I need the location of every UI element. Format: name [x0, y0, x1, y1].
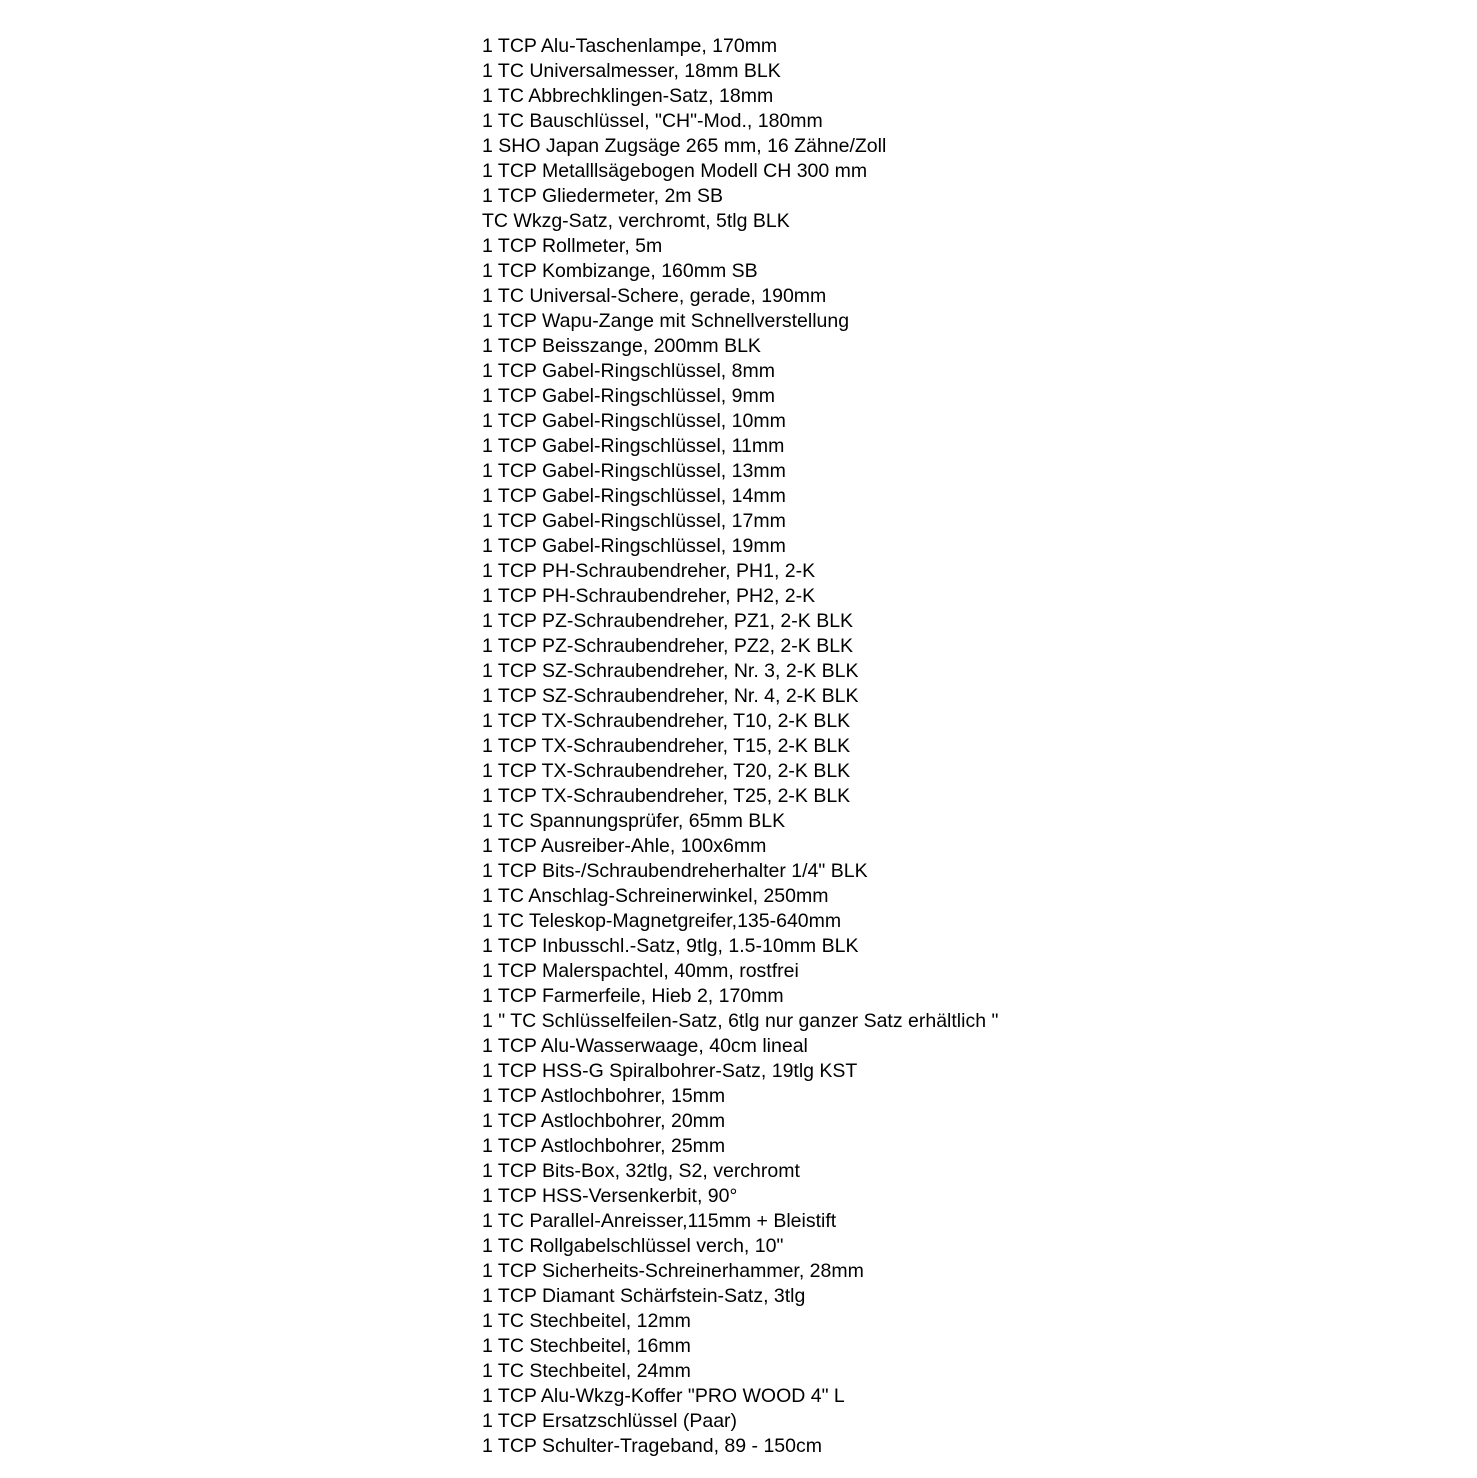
list-item: 1 TCP Sicherheits-Schreinerhammer, 28mm	[482, 1260, 864, 1282]
list-item: 1 TC Anschlag-Schreinerwinkel, 250mm	[482, 885, 829, 907]
list-item: 1 TCP Wapu-Zange mit Schnellverstellung	[482, 310, 850, 332]
list-item: 1 TCP Gabel-Ringschlüssel, 13mm	[482, 460, 786, 482]
list-item: 1 TCP PH-Schraubendreher, PH1, 2-K	[482, 560, 816, 582]
list-item: 1 TCP TX-Schraubendreher, T25, 2-K BLK	[482, 785, 851, 807]
list-item: 1 TCP TX-Schraubendreher, T20, 2-K BLK	[482, 760, 851, 782]
list-item: 1 TCP Astlochbohrer, 15mm	[482, 1085, 726, 1107]
list-item: 1 TC Bauschlüssel, "CH"-Mod., 180mm	[482, 110, 823, 132]
list-item: 1 TCP Gabel-Ringschlüssel, 19mm	[482, 535, 786, 557]
list-item: 1 TCP Gabel-Ringschlüssel, 8mm	[482, 360, 775, 382]
list-item: 1 TCP Bits-/Schraubendreherhalter 1/4" BLK	[482, 860, 868, 882]
list-item: 1 TCP Gliedermeter, 2m SB	[482, 185, 723, 207]
list-item: 1 TCP Gabel-Ringschlüssel, 14mm	[482, 485, 786, 507]
list-item: 1 TCP Gabel-Ringschlüssel, 11mm	[482, 435, 785, 457]
list-item: 1 TCP HSS-G Spiralbohrer-Satz, 19tlg KST	[482, 1060, 858, 1082]
list-item: 1 TCP PH-Schraubendreher, PH2, 2-K	[482, 585, 816, 607]
list-item: 1 TCP Metalllsägebogen Modell CH 300 mm	[482, 160, 868, 182]
list-item: 1 TCP Schulter-Trageband, 89 - 150cm	[482, 1435, 822, 1457]
list-item: 1 TCP Astlochbohrer, 20mm	[482, 1110, 726, 1132]
list-item: 1 TCP Alu-Taschenlampe, 170mm	[482, 35, 778, 57]
list-item: 1 TCP Ausreiber-Ahle, 100x6mm	[482, 835, 767, 857]
items-list	[482, 34, 998, 1459]
list-item: 1 TCP Malerspachtel, 40mm, rostfrei	[482, 960, 799, 982]
list-item: 1 SHO Japan Zugsäge 265 mm, 16 Zähne/Zoll	[482, 135, 887, 157]
list-item: 1 TC Universal-Schere, gerade, 190mm	[482, 285, 827, 307]
list-item: TC Wkzg-Satz, verchromt, 5tlg BLK	[482, 210, 790, 232]
list-item: 1 TCP Rollmeter, 5m	[482, 235, 663, 257]
list-item: 1 TC Spannungsprüfer, 65mm BLK	[482, 810, 786, 832]
list-item: 1 TCP Alu-Wasserwaage, 40cm lineal	[482, 1035, 808, 1057]
list-item: 1 TCP Farmerfeile, Hieb 2, 170mm	[482, 985, 784, 1007]
list-item: 1 TCP Astlochbohrer, 25mm	[482, 1135, 726, 1157]
list-item: 1 TC Universalmesser, 18mm BLK	[482, 60, 781, 82]
list-item: 1 TCP TX-Schraubendreher, T10, 2-K BLK	[482, 710, 851, 732]
list-item: 1 TCP Gabel-Ringschlüssel, 17mm	[482, 510, 786, 532]
list-item: 1 TC Stechbeitel, 24mm	[482, 1360, 691, 1382]
list-item: 1 TC Parallel-Anreisser,115mm + Bleistift	[482, 1210, 837, 1232]
list-item: 1 TC Abbrechklingen-Satz, 18mm	[482, 85, 774, 107]
list-item: 1 TCP Bits-Box, 32tlg, S2, verchromt	[482, 1160, 800, 1182]
list-item: 1 TC Stechbeitel, 12mm	[482, 1310, 691, 1332]
list-item: 1 TCP Ersatzschlüssel (Paar)	[482, 1410, 738, 1432]
list-item: 1 TCP Alu-Wkzg-Koffer "PRO WOOD 4" L	[482, 1385, 845, 1407]
list-item: 1 TCP PZ-Schraubendreher, PZ2, 2-K BLK	[482, 635, 854, 657]
list-item: 1 " TC Schlüsselfeilen-Satz, 6tlg nur ganzer Satz erhältlich "	[482, 1010, 999, 1032]
list-item: 1 TC Teleskop-Magnetgreifer,135-640mm	[482, 910, 842, 932]
list-item: 1 TCP Inbusschl.-Satz, 9tlg, 1.5-10mm BLK	[482, 935, 859, 957]
list-item: 1 TCP SZ-Schraubendreher, Nr. 4, 2-K BLK	[482, 685, 859, 707]
list-item: 1 TCP SZ-Schraubendreher, Nr. 3, 2-K BLK	[482, 660, 859, 682]
list-item: 1 TCP PZ-Schraubendreher, PZ1, 2-K BLK	[482, 610, 854, 632]
list-item: 1 TCP Diamant Schärfstein-Satz, 3tlg	[482, 1285, 806, 1307]
list-item: 1 TC Rollgabelschlüssel verch, 10"	[482, 1235, 784, 1257]
list-item: 1 TCP HSS-Versenkerbit, 90°	[482, 1185, 738, 1207]
list-item: 1 TCP Beisszange, 200mm BLK	[482, 335, 761, 357]
list-item: 1 TCP Gabel-Ringschlüssel, 9mm	[482, 385, 775, 407]
list-item: 1 TCP Gabel-Ringschlüssel, 10mm	[482, 410, 786, 432]
list-item: 1 TCP Kombizange, 160mm SB	[482, 260, 758, 282]
list-item: 1 TCP TX-Schraubendreher, T15, 2-K BLK	[482, 735, 851, 757]
list-item: 1 TC Stechbeitel, 16mm	[482, 1335, 691, 1357]
